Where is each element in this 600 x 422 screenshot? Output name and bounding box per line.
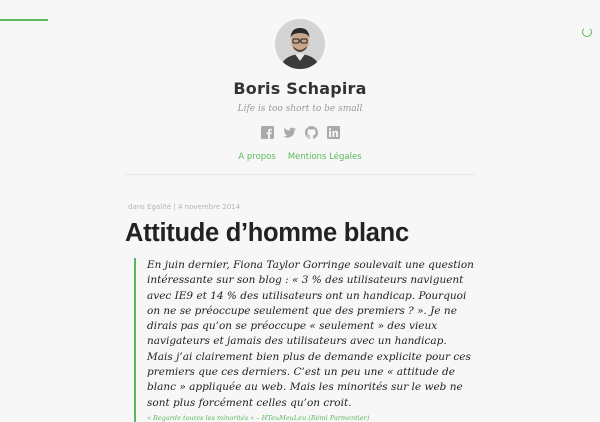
social-links	[0, 126, 600, 139]
avatar[interactable]	[275, 19, 325, 69]
post-title[interactable]: Attitude d’homme blanc	[125, 219, 409, 247]
avatar-photo	[275, 19, 325, 69]
post-meta	[125, 203, 475, 211]
github-icon	[305, 126, 318, 139]
site-header	[0, 19, 600, 162]
reading-progress-bar	[0, 19, 48, 21]
linkedin-link[interactable]	[327, 126, 340, 139]
github-link[interactable]	[305, 126, 318, 139]
post-category-link[interactable]: Egalité	[147, 203, 172, 211]
site-title[interactable]: Boris Schapira	[233, 79, 367, 98]
post-date: 4 novembre 2014	[178, 203, 241, 211]
loading-spinner-icon	[582, 27, 592, 37]
nav-link-legal[interactable]: Mentions Légales	[287, 152, 362, 162]
site-tagline: Life is too short to be small	[237, 104, 363, 114]
quote-text: En juin dernier, Fiona Taylor Gorringe soulevait une question intéressante sur son blog : « 3 % des utilisateurs naviguent avec IE9 et 14 % des utilisateurs ont un handicap. Pourquoi on ne se préoccupe seulement que des premiers ? ». Je ne dirais pas qu’on se préoccupe « seulement » des vieux navigateurs et jamais des utilisateurs avec un handicap. Mais j’ai clairement bien plus de demande explicite pour ces premiers que ces derniers. C’est un peu une « attitude de blanc » appliquée au web. Mais les minorités sur le web ne sont plus forcément celles qu’on croit.	[147, 259, 474, 409]
linkedin-icon	[327, 126, 340, 139]
site-nav	[0, 152, 600, 162]
post-meta-separator: |	[173, 203, 176, 211]
header-divider	[125, 174, 475, 175]
quote-source	[147, 414, 475, 422]
twitter-icon	[283, 126, 296, 139]
twitter-link[interactable]	[283, 126, 296, 139]
blog-post	[125, 203, 475, 422]
post-meta-prefix: dans	[128, 203, 145, 211]
post-quote	[134, 258, 475, 422]
nav-link-about[interactable]: A propos	[238, 152, 276, 162]
facebook-icon	[261, 126, 274, 139]
quote-source-link[interactable]: « Regarde toutes les minorités » – HTeuMeuLeu (Rémi Parmentier)	[147, 413, 370, 422]
facebook-link[interactable]	[261, 126, 274, 139]
